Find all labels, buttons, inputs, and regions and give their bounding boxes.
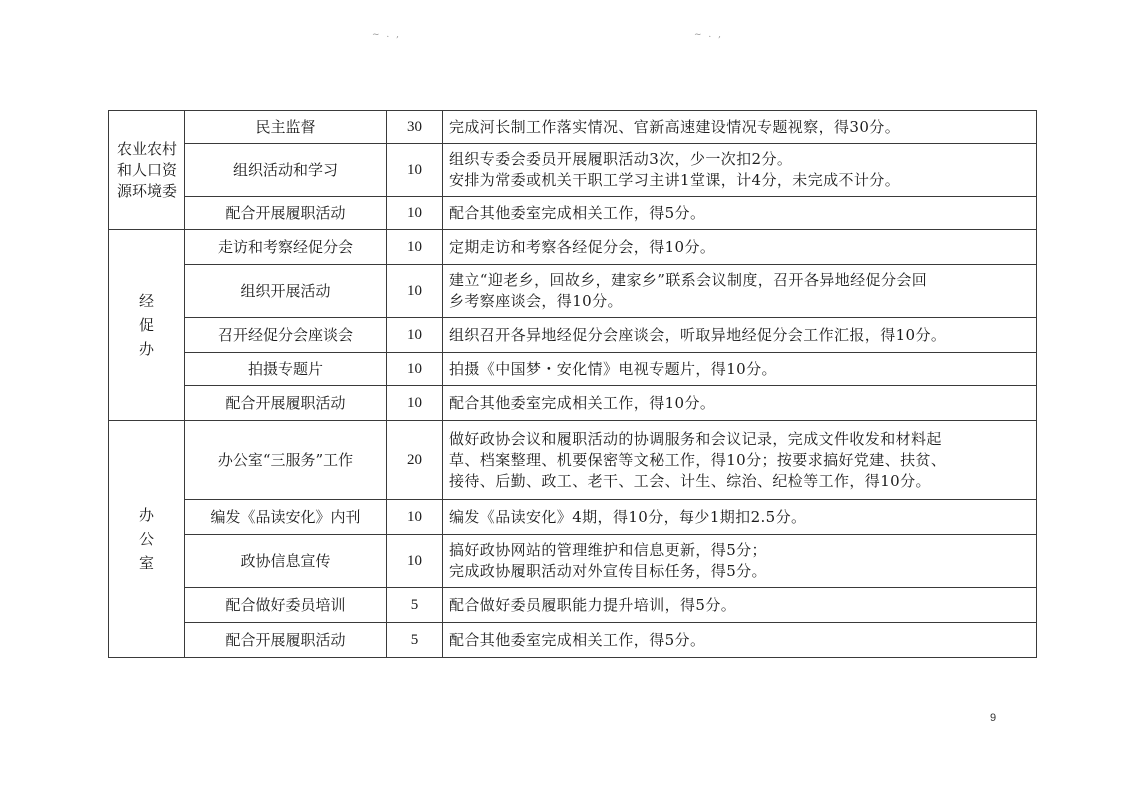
scan-mark: ~ . , [694,30,723,40]
score-cell: 10 [387,386,443,421]
description-line: 配合其他委室完成相关工作，得10分。 [449,393,716,412]
description-line: 完成政协履职活动对外宣传目标任务，得5分。 [449,562,767,580]
table-row [109,197,1037,230]
table-row [109,318,1037,353]
table-row [109,265,1037,318]
score-cell: 10 [387,535,443,588]
description-cell [443,588,1037,623]
table-row [109,230,1037,265]
score-cell: 10 [387,197,443,230]
description-line: 配合其他委室完成相关工作，得5分。 [449,203,706,222]
item-cell: 政协信息宣传 [185,535,387,588]
description-line: 接待、后勤、政工、老干、工会、计生、综治、纪检等工作，得10分。 [449,471,931,490]
department-label: 办公室 [138,506,154,572]
table-row [109,623,1037,658]
description-cell [443,386,1037,421]
item-cell: 组织开展活动 [185,265,387,318]
score-table [108,110,1037,658]
score-cell: 10 [387,265,443,318]
description-line: 组织专委会委员开展履职活动3次，少一次扣2分。 [449,150,793,168]
table-row [109,386,1037,421]
item-cell: 配合开展履职活动 [185,623,387,658]
department-cell [109,111,185,230]
item-cell: 走访和考察经促分会 [185,230,387,265]
score-cell: 5 [387,623,443,658]
description-cell [443,500,1037,535]
table-row [109,535,1037,588]
score-cell: 10 [387,353,443,386]
description-cell [443,623,1037,658]
score-cell: 10 [387,230,443,265]
description-cell [443,197,1037,230]
description-line: 做好政协会议和履职活动的协调服务和会议记录，完成文件收发和材料起 [449,429,942,448]
description-cell [443,144,1037,197]
table-row [109,111,1037,144]
score-cell: 10 [387,500,443,535]
department-cell [109,421,185,658]
department-label: 农业农村和人口资源环境委 [116,139,177,200]
table-row [109,144,1037,197]
item-cell: 配合开展履职活动 [185,386,387,421]
item-cell: 召开经促分会座谈会 [185,318,387,353]
score-cell: 5 [387,588,443,623]
scan-mark: ~ . , [372,30,401,40]
score-cell: 10 [387,318,443,353]
description-line: 定期走访和考察各经促分会，得10分。 [449,237,716,256]
table-row [109,588,1037,623]
item-cell: 编发《品读安化》内刊 [185,500,387,535]
description-line: 安排为常委或机关干职工学习主讲1堂课，计4分，未完成不计分。 [449,171,901,189]
score-cell: 20 [387,421,443,500]
score-cell: 30 [387,111,443,144]
description-cell [443,353,1037,386]
description-line: 草、档案整理、机要保密等文秘工作，得10分；按要求搞好党建、扶贫、 [449,450,947,469]
department-cell [109,230,185,421]
description-line: 建立“迎老乡，回故乡，建家乡”联系会议制度，召开各异地经促分会回 [449,271,928,289]
page-number: 9 [990,712,997,724]
table-row [109,421,1037,500]
description-cell [443,318,1037,353]
description-line: 编发《品读安化》4期，得10分，每少1期扣2.5分。 [449,507,807,526]
description-line: 搞好政协网站的管理维护和信息更新，得5分； [449,541,767,559]
item-cell: 组织活动和学习 [185,144,387,197]
description-line: 配合其他委室完成相关工作，得5分。 [449,630,706,649]
score-cell: 10 [387,144,443,197]
item-cell: 办公室“三服务”工作 [185,421,387,500]
department-label: 经促办 [138,292,154,358]
item-cell: 拍摄专题片 [185,353,387,386]
item-cell: 民主监督 [185,111,387,144]
description-line: 配合做好委员履职能力提升培训，得5分。 [449,595,737,614]
description-cell [443,535,1037,588]
table-row [109,353,1037,386]
description-cell [443,111,1037,144]
description-line: 完成河长制工作落实情况、官新高速建设情况专题视察，得30分。 [449,117,901,136]
table-row [109,500,1037,535]
description-cell [443,265,1037,318]
item-cell: 配合做好委员培训 [185,588,387,623]
description-cell [443,421,1037,500]
description-line: 乡考察座谈会，得10分。 [449,292,623,310]
description-line: 组织召开各异地经促分会座谈会，听取异地经促分会工作汇报，得10分。 [449,325,947,344]
item-cell: 配合开展履职活动 [185,197,387,230]
description-cell [443,230,1037,265]
description-line: 拍摄《中国梦・安化情》电视专题片，得10分。 [449,359,777,378]
